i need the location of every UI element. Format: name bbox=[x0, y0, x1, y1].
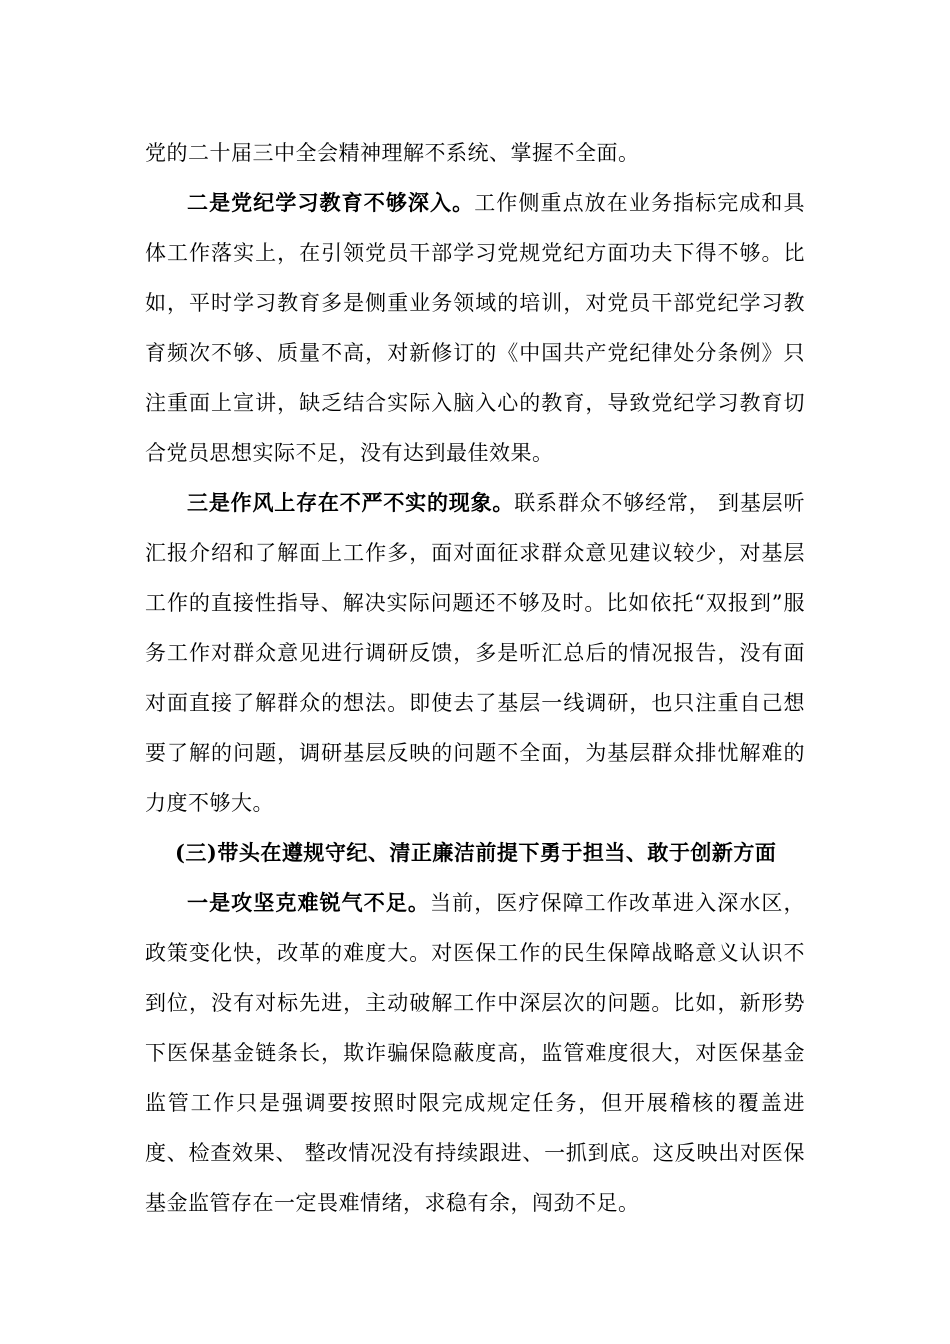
paragraph-lead: 一是攻坚克难锐气不足。 bbox=[187, 890, 431, 915]
paragraph-work-style bbox=[145, 478, 805, 828]
paragraph-lead: 三是作风上存在不严不实的现象。 bbox=[187, 490, 515, 515]
paragraph-text: 当前，医疗保障工作改革进入深水区，政策变化快，改革的难度大。对医保工作的民生保障战略意义认识不到位，没有对标先进，主动破解工作中深层次的问题。比如，新形势下医保基金链条长，欺诈骗保隐蔽度高，监管难度很大，对医保基金监管工作只是强调要按照时限完成规定任务，但开展稽核的覆盖进度、检查效果、 整改情况没有持续跟进、一抓到底。这反映出对医保基金监管存在一定畏难情绪，求稳有余，闯劲不足。 bbox=[145, 891, 806, 1215]
section-heading: (三)带头在遵规守纪、清正廉洁前提下勇于担当、敢于创新方面 bbox=[175, 840, 777, 865]
paragraph-continuation bbox=[145, 128, 805, 178]
paragraph-text: 联系群众不够经常， 到基层听汇报介绍和了解面上工作多，面对面征求群众意见建议较少，对基层工作的直接性指导、解决实际问题还不够及时。比如依托“双报到”服务工作对群众意见进行调研反馈，多是听汇总后的情况报告，没有面对面直接了解群众的想法。即使去了基层一线调研，也只注重自己想要了解的问题，调研基层反映的问题不全面，为基层群众排忧解难的力度不够大。 bbox=[145, 491, 806, 815]
document-body bbox=[145, 128, 805, 1228]
paragraph-text: 工作侧重点放在业务指标完成和具体工作落实上，在引领党员干部学习党规党纪方面功夫下得不够。比如，平时学习教育多是侧重业务领域的培训，对党员干部党纪学习教育频次不够、质量不高，对新修订的《中国共产党纪律处分条例》只注重面上宣讲，缺乏结合实际入脑入心的教育，导致党纪学习教育切合党员思想实际不足，没有达到最佳效果。 bbox=[145, 191, 805, 465]
paragraph-lead: 二是党纪学习教育不够深入。 bbox=[187, 190, 475, 215]
paragraph-tackling-difficulties bbox=[145, 878, 805, 1228]
paragraph-discipline-education bbox=[145, 178, 805, 478]
paragraph-text: 党的二十届三中全会精神理解不系统、掌握不全面。 bbox=[145, 141, 640, 165]
